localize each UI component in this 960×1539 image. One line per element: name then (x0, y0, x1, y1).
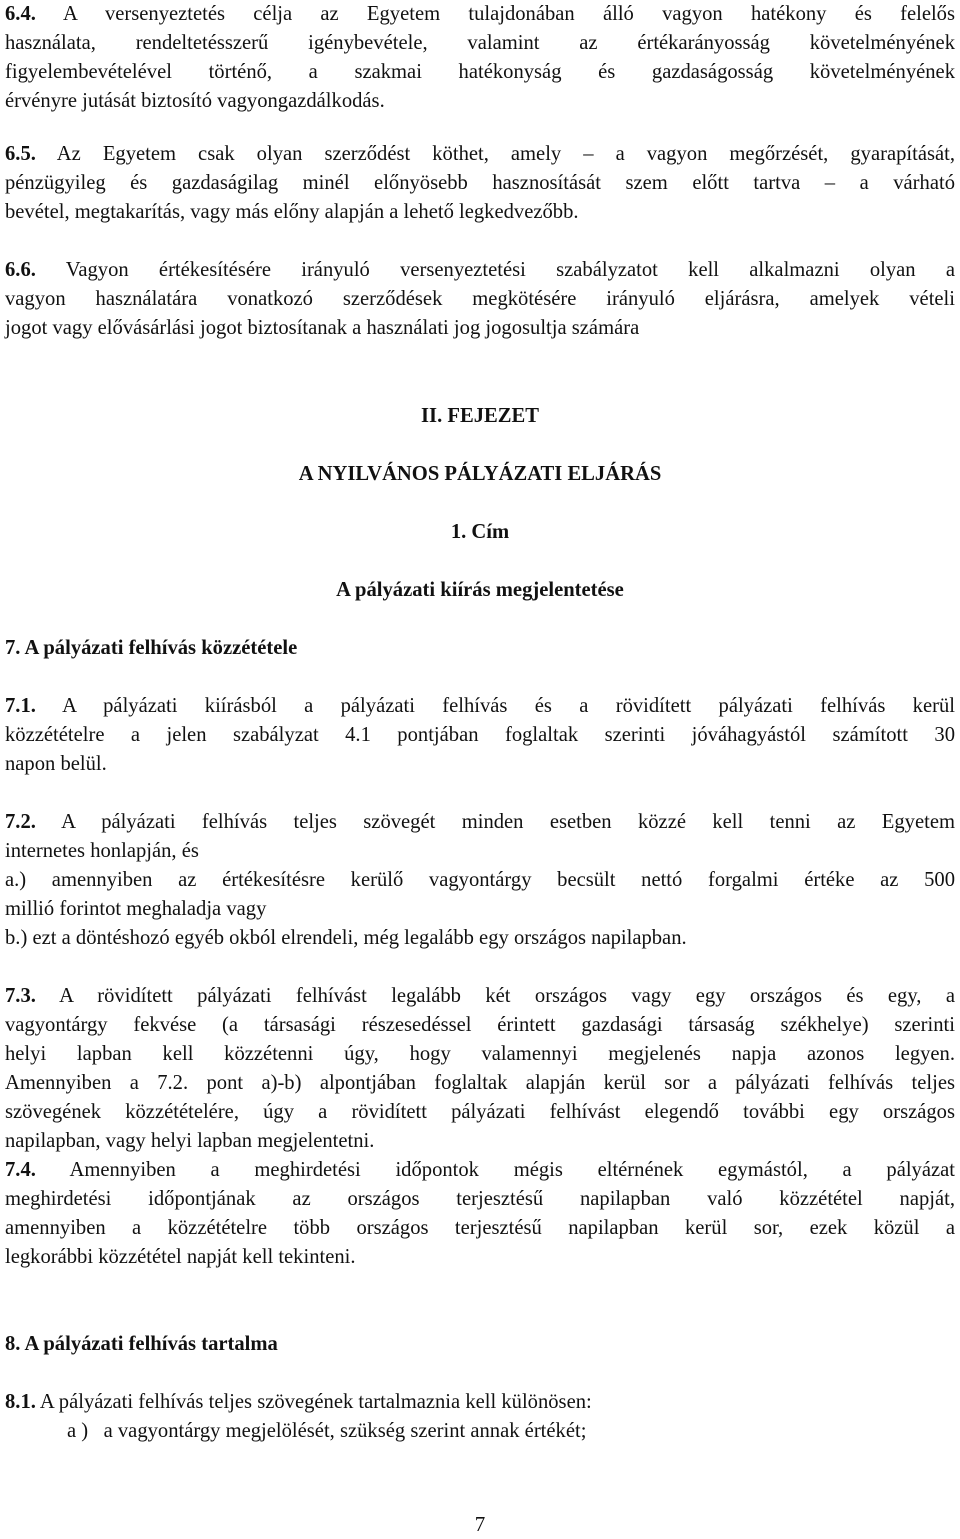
text-line: közzétételre a jelen szabályzat 4.1 pontjában foglaltak szerinti jóváhagyástól számított 30 (5, 724, 955, 746)
text-line: napon belül. (5, 753, 107, 775)
section-heading-7: 7. A pályázati felhívás közzététele (5, 637, 298, 659)
text-line: napilapban, vagy helyi lapban megjelentetni. (5, 1130, 375, 1152)
paragraph-7-4 (5, 1156, 955, 1272)
text-line: figyelembevételével történő, a szakmai hatékonyság és gazdaságosság követelményének (5, 61, 955, 83)
text-line: 8.1. A pályázati felhívás teljes szövegének tartalmaznia kell különösen: (5, 1391, 592, 1413)
text-line: 7.3. A rövidített pályázati felhívást legalább két országos vagy egy országos és egy, a (5, 985, 955, 1007)
text-line: pénzügyileg és gazdaságilag minél előnyösebb hasznosítását szem előtt tartva – a várható (5, 172, 955, 194)
paragraph-number: 7.4. (5, 1159, 36, 1181)
text-line: b.) ezt a döntéshozó egyéb okból elrendeli, még legalább egy országos napilapban. (5, 927, 687, 949)
paragraph-8-1 (5, 1388, 955, 1446)
text-line: 7.2. A pályázati felhívás teljes szövegét minden esetben közzé kell tenni az Egyetem (5, 811, 955, 833)
text-line: 6.4. A versenyeztetés célja az Egyetem tulajdonában álló vagyon hatékony és felelős (5, 3, 955, 25)
paragraph-number: 6.5. (5, 143, 36, 165)
paragraph-number: 7.3. (5, 985, 36, 1007)
text-line: legkorábbi közzététel napját kell tekinteni. (5, 1246, 356, 1268)
paragraph-number: 7.2. (5, 811, 36, 833)
paragraph-number: 6.6. (5, 259, 36, 281)
paragraph-number: 6.4. (5, 3, 36, 25)
text-line: érvényre jutását biztosító vagyongazdálkodás. (5, 90, 385, 112)
paragraph-number: 7.1. (5, 695, 36, 717)
cim-heading: 1. Cím (450, 521, 510, 543)
chapter-heading: II. FEJEZET (421, 405, 539, 427)
text-line: vagyon használatára vonatkozó szerződések megkötésére irányuló eljárásra, amelyek vételi (5, 288, 955, 310)
list-item-a: a ) a vagyontárgy megjelölését, szükség szerint annak értékét; (67, 1420, 587, 1442)
text-line: meghirdetési időpontjának az országos terjesztésű napilapban való közzététel napját, (5, 1188, 955, 1210)
paragraph-7-2 (5, 808, 955, 953)
text-line: helyi lapban kell közzétenni úgy, hogy valamennyi megjelenés napja azonos legyen. (5, 1043, 955, 1065)
page-number: 7 (474, 1512, 486, 1536)
text-line: amennyiben a közzétételre több országos terjesztésű napilapban kerül sor, ezek közül a (5, 1217, 955, 1239)
cim-title: A pályázati kiírás megjelentetése (336, 579, 624, 601)
text-line: vagyontárgy fekvése (a társasági részesedéssel érintett gazdasági társaság székhelye) szerinti (5, 1014, 955, 1036)
text-line: a.) amennyiben az értékesítésre kerülő vagyontárgy becsült nettó forgalmi értéke az 500 (5, 869, 955, 891)
text-line: jogot vagy elővásárlási jogot biztosítanak a használati jog jogosultja számára (5, 317, 640, 339)
chapter-title: A NYILVÁNOS PÁLYÁZATI ELJÁRÁS (298, 463, 662, 485)
text-line: 7.1. A pályázati kiírásból a pályázati felhívás és a rövidített pályázati felhívás kerül (5, 695, 955, 717)
paragraph-7-3 (5, 982, 955, 1156)
text-line: használata, rendeltetésszerű igénybevétele, valamint az értékarányosság követelményének (5, 32, 955, 54)
paragraph-7-1 (5, 692, 955, 779)
paragraph-6-6 (5, 256, 955, 343)
text-line: 6.5. Az Egyetem csak olyan szerződést köthet, amely – a vagyon megőrzését, gyarapítását, (5, 143, 955, 165)
text-line: Amennyiben a 7.2. pont a)-b) alpontjában foglaltak alapján kerül sor a pályázati felhívás teljes (5, 1072, 955, 1094)
text-line: internetes honlapján, és (5, 840, 199, 862)
text-line: bevétel, megtakarítás, vagy más előny alapján a lehető legkedvezőbb. (5, 201, 579, 223)
paragraph-6-5 (5, 140, 955, 227)
paragraph-6-4 (5, 0, 955, 116)
text-line: millió forintot meghaladja vagy (5, 898, 267, 920)
text-line: 7.4. Amennyiben a meghirdetési időpontok mégis eltérnének egymástól, a pályázat (5, 1159, 955, 1181)
text-line: szövegének közzétételére, úgy a rövidített pályázati felhívást elegendő további egy országos (5, 1101, 955, 1123)
text-line: 6.6. Vagyon értékesítésére irányuló versenyeztetési szabályzatot kell alkalmazni olyan a (5, 259, 955, 281)
paragraph-number: 8.1. (5, 1391, 36, 1413)
section-heading-8: 8. A pályázati felhívás tartalma (5, 1333, 278, 1355)
